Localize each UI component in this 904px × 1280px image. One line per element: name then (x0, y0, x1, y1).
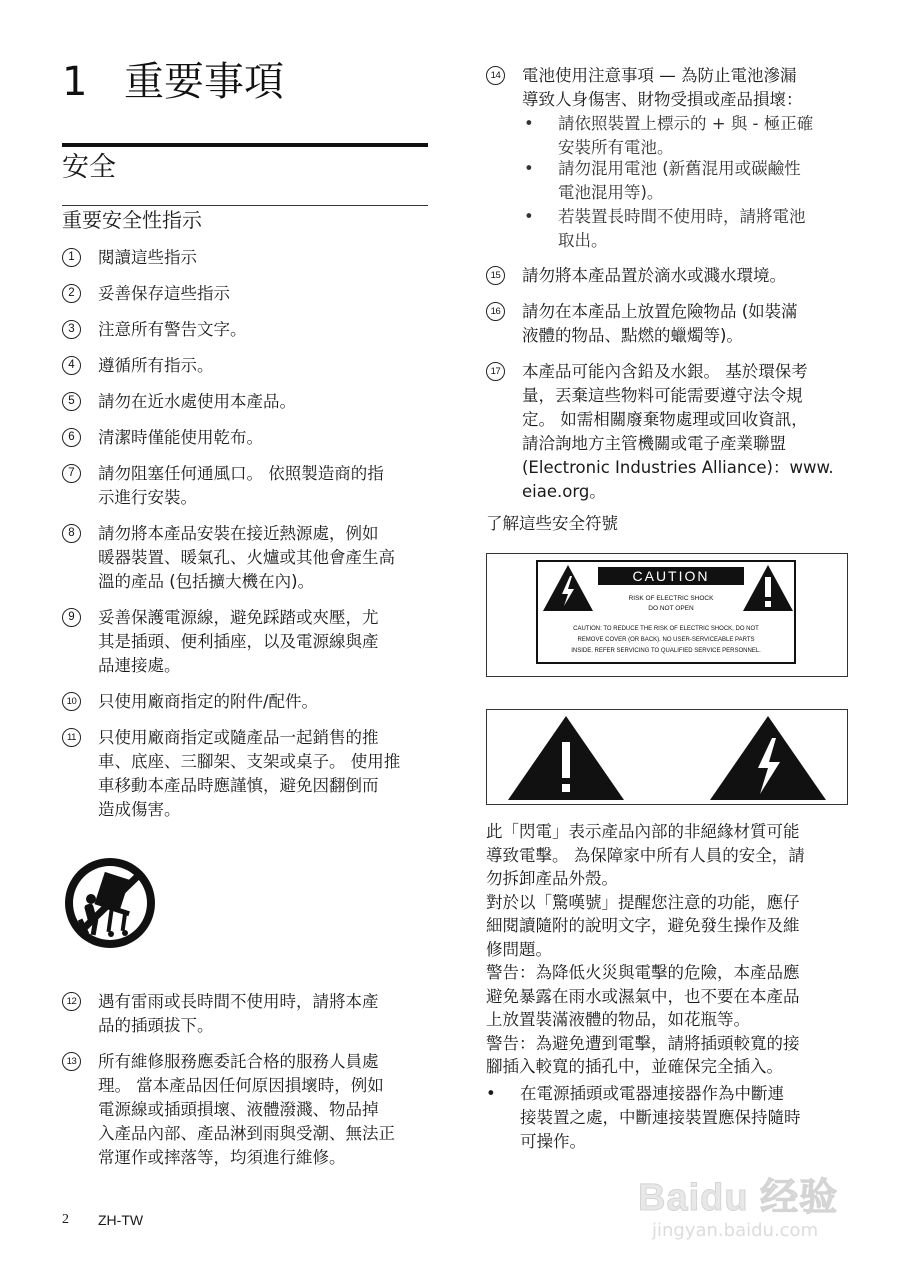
instruction-line: 示進行安裝。 (98, 488, 197, 507)
circled-number: 8 (62, 524, 81, 543)
instruction-line: 注意所有警告文字。 (98, 320, 247, 339)
bullet-line: 在電源插頭或電器連接器作為中斷連 (520, 1084, 784, 1103)
bullet-line: 可操作。 (520, 1132, 586, 1151)
instruction-text (522, 264, 852, 288)
chapter-number: 1 (62, 59, 88, 105)
instruction-line: 只使用廠商指定的附件/配件。 (98, 692, 319, 711)
instruction-text (98, 606, 428, 678)
symbols-heading: 了解這些安全符號 (486, 514, 618, 533)
instruction-text (522, 300, 852, 348)
instruction-line: 常運作或摔落等，均須進行維修。 (98, 1148, 346, 1167)
circled-number: 2 (62, 284, 81, 303)
caution-note-line: CAUTION: TO REDUCE THE RISK OF ELECTRIC SHOCK, DO NOT (573, 626, 759, 632)
instruction-line: 妥善保存這些指示 (98, 284, 230, 303)
numbered-instruction (486, 360, 852, 504)
instruction-line: 車、底座、三腳架、支架或桌子。 使用推 (98, 752, 401, 771)
circled-number: 5 (62, 392, 81, 411)
exclamation-triangle-icon (740, 562, 796, 614)
battery-bullet (524, 205, 844, 253)
instruction-line: 液體的物品、點燃的蠟燭等)。 (522, 326, 743, 345)
numbered-instruction (62, 462, 428, 510)
numbered-instruction (62, 318, 428, 342)
instruction-text (98, 426, 428, 450)
instruction-text (98, 522, 428, 594)
circled-number: 6 (62, 428, 81, 447)
baidu-watermark-url: jingyan.baidu.com (652, 1220, 819, 1241)
instruction-text (98, 282, 428, 306)
circled-number: 14 (486, 66, 505, 85)
bullet-line: 安裝所有電池。 (558, 138, 674, 157)
bullet-dot: • (524, 207, 534, 226)
exclamation-triangle-large-icon (504, 712, 628, 802)
instruction-line: 只使用廠商指定或隨產品一起銷售的推 (98, 728, 379, 747)
instruction-text (522, 360, 852, 504)
bullet-line: 若裝置長時間不使用時，請將電池 (558, 207, 806, 226)
circled-number: 11 (62, 728, 81, 747)
instruction-line: 車移動本產品時應謹慎，避免因翻倒而 (98, 776, 379, 795)
battery-bullet (524, 112, 844, 160)
section-title: 安全 (62, 152, 116, 183)
instruction-line: 閱讀這些指示 (98, 248, 197, 267)
instruction-text (522, 64, 852, 112)
instruction-text (98, 1050, 428, 1170)
numbered-instruction (62, 282, 428, 306)
instruction-text (98, 246, 428, 270)
lightning-bolt-triangle-large-icon (706, 712, 830, 802)
explanation-line: 對於以「驚嘆號」提醒您注意的功能，應仔 (486, 892, 800, 912)
instruction-line: 所有維修服務應委託合格的服務人員處 (98, 1052, 379, 1071)
explanation-line: 警告：為避免遭到電擊，請將插頭較寬的接 (486, 1033, 800, 1053)
explanation-line: 避免暴露在雨水或濕氣中，也不要在本產品 (486, 986, 800, 1006)
explanation-line: 警告：為降低火災與電擊的危險，本產品應 (486, 963, 800, 982)
caution-sub-line: DO NOT OPEN (648, 605, 694, 612)
explanation-line: 此「閃電」表示產品內部的非絕緣材質可能 (486, 822, 800, 841)
bullet-line: 請依照裝置上標示的 + 與 - 極正確 (558, 114, 814, 133)
caution-note-line: INSIDE. REFER SERVICING TO QUALIFIED SERVICE PERSONNEL. (571, 648, 761, 654)
instruction-line: 導致人身傷害、財物受損或產品損壞： (522, 90, 803, 109)
numbered-instruction (62, 1050, 428, 1170)
explanation-paragraph (486, 820, 848, 1079)
bullet-text (558, 112, 844, 160)
numbered-instruction (62, 390, 428, 414)
instruction-line: 妥善保護電源線，避免踩踏或夾壓，尤 (98, 608, 379, 627)
explanation-line: 勿拆卸產品外殼。 (486, 869, 618, 888)
numbered-instruction (62, 354, 428, 378)
circled-number: 17 (486, 362, 505, 381)
instruction-text (98, 318, 428, 342)
explanation-line: 腳插入較寬的插孔中，並確保完全插入。 (486, 1057, 783, 1076)
bullet-line: 接裝置之處，中斷連接裝置應保持隨時 (520, 1108, 801, 1127)
bullet-dot: • (524, 114, 534, 133)
instruction-line: 其是插頭、便利插座，以及電源線與產 (98, 632, 379, 651)
instruction-line: 入產品內部、產品淋到雨與受潮、無法正 (98, 1124, 395, 1143)
instruction-text (98, 990, 428, 1038)
instruction-line: 定。 如需相關廢棄物處理或回收資訊， (522, 410, 808, 429)
bullet-dot: • (524, 159, 534, 178)
baidu-watermark-logo: Baidu 经验 (638, 1177, 839, 1219)
circled-number: 9 (62, 608, 81, 627)
instruction-line: 請勿在本產品上放置危險物品 (如裝滿 (522, 302, 798, 321)
explanation-line: 導致電擊。 為保障家中所有人員的安全，請 (486, 845, 805, 865)
caution-note (538, 624, 794, 657)
numbered-instruction (62, 522, 428, 594)
caution-subtitle (598, 594, 744, 614)
instruction-text (98, 726, 428, 822)
bullet-line: 請勿混用電池 (新舊混用或碳鹼性 (558, 159, 801, 178)
cart-tipover-warning-icon (62, 855, 158, 951)
circled-number: 13 (62, 1052, 81, 1071)
instruction-line: 理。 當本產品因任何原因損壞時，例如 (98, 1076, 384, 1095)
instruction-line: 請洽詢地方主管機關或電子產業聯盟 (522, 434, 786, 453)
explanation-line: 修問題。 (486, 939, 552, 959)
circled-number: 16 (486, 302, 505, 321)
bullet-dot: • (486, 1084, 496, 1103)
instruction-line: 請勿在近水處使用本產品。 (98, 392, 296, 411)
numbered-instruction (62, 990, 428, 1038)
numbered-instruction (62, 426, 428, 450)
instruction-line: 暖器裝置、暖氣孔、火爐或其他會產生高 (98, 548, 395, 567)
numbered-instruction (486, 64, 852, 112)
instruction-line: 品的插頭拔下。 (98, 1016, 214, 1035)
instruction-line: 電源線或插頭損壞、液體潑濺、物品掉 (98, 1100, 379, 1119)
language-code: ZH-TW (98, 1212, 144, 1228)
battery-bullet (524, 157, 844, 205)
numbered-instruction (62, 246, 428, 270)
lightning-bolt-triangle-icon (540, 562, 596, 614)
bullet-text (520, 1082, 846, 1154)
instruction-line: (Electronic Industries Alliance)：www. (522, 458, 834, 477)
subsection-title: 重要安全性指示 (62, 208, 202, 232)
explanation-line: 細閱讀隨附的說明文字，避免發生操作及維 (486, 916, 800, 935)
chapter-heading (62, 56, 284, 108)
explanation-line: 上放置裝滿液體的物品，如花瓶等。 (486, 1010, 750, 1029)
instruction-line: 本產品可能內含鉛及水銀。 基於環保考 (522, 362, 808, 381)
final-bullet (486, 1082, 846, 1154)
numbered-instruction (62, 606, 428, 678)
circled-number: 10 (62, 692, 81, 711)
instruction-text (98, 690, 428, 714)
bullet-line: 取出。 (558, 231, 608, 250)
circled-number: 15 (486, 266, 505, 285)
instruction-line: 造成傷害。 (98, 800, 181, 819)
instruction-text (98, 390, 428, 414)
instruction-line: 請勿將本產品置於滴水或濺水環境。 (522, 266, 786, 285)
bullet-line: 電池混用等)。 (558, 183, 664, 202)
chapter-rule (62, 143, 428, 147)
instruction-line: 清潔時僅能使用乾布。 (98, 428, 263, 447)
numbered-instruction (62, 726, 428, 822)
circled-number: 1 (62, 248, 81, 267)
caution-note-line: REMOVE COVER (OR BACK). NO USER-SERVICEABLE PARTS (577, 637, 755, 643)
caution-title: CAUTION (598, 567, 744, 585)
instruction-text (98, 354, 428, 378)
instruction-text (98, 462, 428, 510)
circled-number: 7 (62, 464, 81, 483)
bullet-text (558, 157, 844, 205)
instruction-line: 遵循所有指示。 (98, 356, 214, 375)
instruction-line: 遇有雷雨或長時間不使用時，請將本產 (98, 992, 379, 1011)
numbered-instruction (486, 264, 852, 288)
instruction-line: 溫的產品 (包括擴大機在內)。 (98, 572, 315, 591)
instruction-line: eiae.org。 (522, 482, 606, 501)
numbered-instruction (486, 300, 852, 348)
circled-number: 12 (62, 992, 81, 1011)
numbered-instruction (62, 690, 428, 714)
caution-sub-line: RISK OF ELECTRIC SHOCK (628, 595, 714, 602)
circled-number: 3 (62, 320, 81, 339)
circled-number: 4 (62, 356, 81, 375)
instruction-line: 請勿將本產品安裝在接近熱源處，例如 (98, 524, 379, 543)
instruction-line: 品連接處。 (98, 656, 181, 675)
instruction-line: 量，丟棄這些物料可能需要遵守法令規 (522, 386, 803, 405)
page-number: 2 (62, 1212, 69, 1227)
bullet-text (558, 205, 844, 253)
chapter-title: 重要事項 (124, 59, 284, 105)
instruction-line: 電池使用注意事項 — 為防止電池滲漏 (522, 66, 797, 85)
instruction-line: 請勿阻塞任何通風口。 依照製造商的指 (98, 464, 384, 483)
